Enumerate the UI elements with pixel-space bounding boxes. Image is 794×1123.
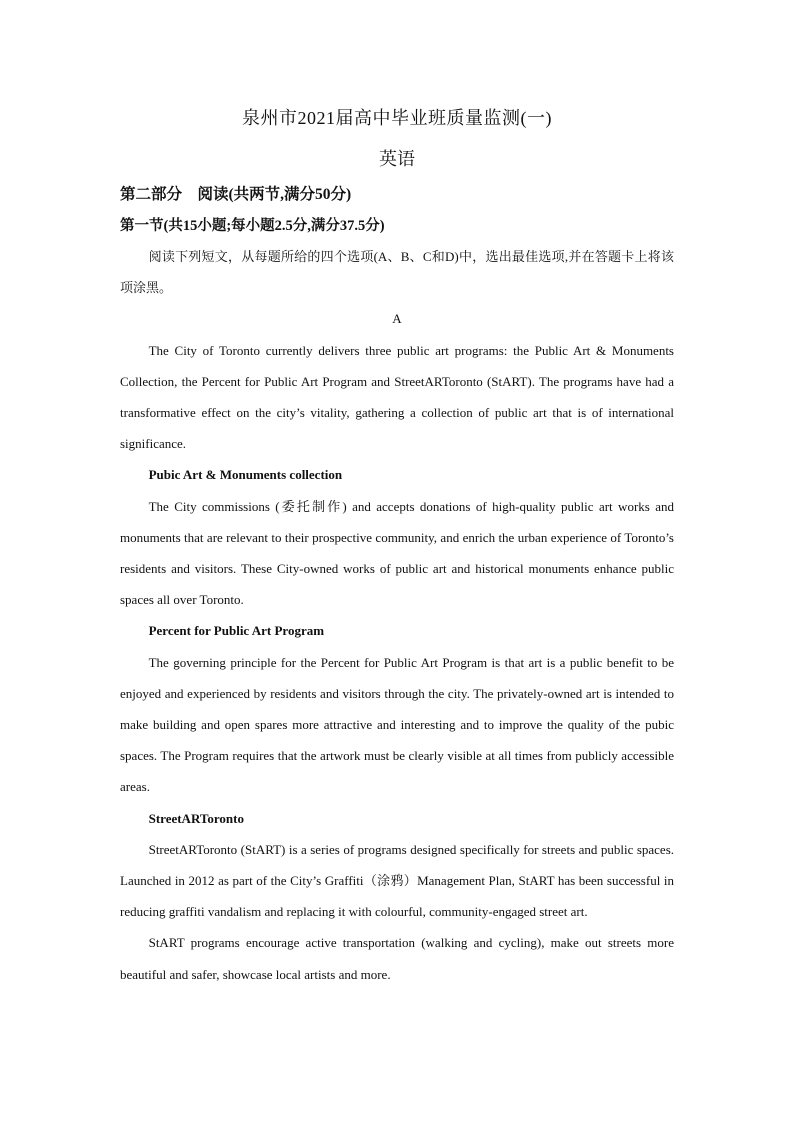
passage-letter: A bbox=[392, 311, 402, 327]
section-heading: 第一节(共15小题;每小题2.5分,满分37.5分) bbox=[120, 218, 385, 234]
subsection-paragraph-start-2: StART programs encourage active transportation (walking and cycling), make out streets more beautiful and safer, showcase local artists and more. bbox=[120, 935, 674, 982]
subsection-heading-percent: Percent for Public Art Program bbox=[148, 623, 325, 639]
section-instruction: 阅读下列短文，从每题所给的四个选项(A、B、C和D)中，选出最佳选项,并在答题卡上将该项涂黑。 bbox=[120, 249, 674, 296]
subsection-paragraph-percent: The governing principle for the Percent for Public Art Program is that art is a public benefit to be enjoyed and experienced by residents and visitors through the city. The privately-owned art is intended to make building and open spares more attractive and interesting and to improve the quality of the pubic spaces. The Program requires that the artwork must be clearly visible at all times from publicly accessible areas. bbox=[120, 654, 674, 795]
exam-title: 泉州市2021届高中毕业班质量监测(一) bbox=[242, 108, 552, 128]
exam-subject: 英语 bbox=[379, 149, 415, 169]
subsection-heading-monuments: Pubic Art & Monuments collection bbox=[148, 467, 343, 483]
subsection-heading-start: StreetARToronto bbox=[148, 810, 244, 826]
part-heading: 第二部分 阅读(共两节,满分50分) bbox=[120, 186, 352, 203]
subsection-paragraph-start-1: StreetARToronto (StART) is a series of programs designed specifically for streets and public spaces. Launched in 2012 as part of the City’s Graffiti（涂鸦）Management Plan, StART has been successful in reducing graffiti vandalism and replacing it with colourful, community-engaged street art. bbox=[120, 841, 674, 920]
document-body bbox=[120, 241, 674, 990]
passage-intro: The City of Toronto currently delivers three public art programs: the Public Art & Monuments Collection, the Percent for Public Art Program and StreetARToronto (StART). The programs have had a transformative effect on the city’s vitality, gathering a collection of public art that is of international significance. bbox=[120, 342, 674, 452]
subsection-paragraph-monuments: The City commissions (委托制作) and accepts donations of high-quality public art works and monuments that are relevant to their prospective community, and enrich the urban experience of Toronto’s residents and visitors. These City-owned works of public art and historical monuments enhance public spaces all over Toronto. bbox=[120, 498, 674, 608]
